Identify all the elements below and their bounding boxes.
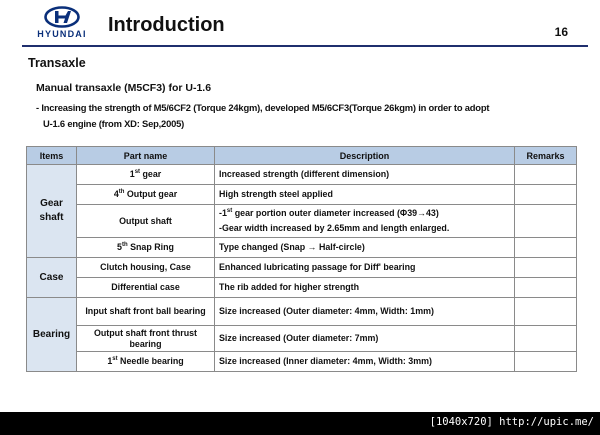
description-note	[36, 100, 581, 132]
table-row	[27, 298, 577, 326]
header-description: Description	[215, 147, 515, 165]
table-row	[27, 278, 577, 298]
table-row	[27, 326, 577, 352]
brand-wordmark: HYUNDAI	[37, 29, 87, 39]
part-name	[77, 352, 215, 372]
table-row	[27, 205, 577, 238]
part-name	[77, 165, 215, 185]
ordinal-suffix: st	[226, 208, 233, 215]
ordinal-suffix: st	[134, 169, 141, 176]
ordinal-suffix: st	[112, 356, 118, 363]
note-line-2: U-1.6 engine (from XD: Sep,2005)	[43, 118, 185, 129]
description: The rib added for higher strength	[215, 278, 515, 298]
desc-prefix: -1	[219, 208, 227, 218]
subtitle: Manual transaxle (M5CF3) for U-1.6	[36, 82, 212, 94]
remarks-cell	[515, 352, 577, 372]
remarks-cell	[515, 238, 577, 258]
part-num: 1	[129, 169, 135, 179]
header-remarks: Remarks	[515, 147, 577, 165]
header-items: Items	[27, 147, 77, 165]
table-row	[27, 352, 577, 372]
page-number: 16	[554, 25, 568, 39]
image-watermark: [1040x720] http://upic.me/	[429, 416, 594, 428]
hyundai-emblem-icon	[44, 6, 80, 28]
part-num: 5	[117, 242, 122, 252]
remarks-cell	[515, 258, 577, 278]
slide-header	[0, 0, 600, 45]
part-name	[77, 185, 215, 205]
table-row	[27, 238, 577, 258]
part-rest: Needle bearing	[117, 356, 184, 366]
description	[215, 205, 515, 238]
part-name: Differential case	[77, 278, 215, 298]
header-divider	[22, 45, 588, 47]
part-rest: Output gear	[124, 189, 178, 199]
section-title: Transaxle	[28, 56, 86, 70]
part-name	[77, 238, 215, 258]
group-label: Case	[39, 271, 64, 283]
description: Increased strength (different dimension)	[215, 165, 515, 185]
table-row	[27, 165, 577, 185]
parts-table	[26, 146, 577, 372]
note-line-1: - Increasing the strength of M5/6CF2 (Torque 24kgm), developed M5/6CF3(Torque 26kgm) in order to adopt	[36, 102, 490, 113]
description: Enhanced lubricating passage for Diff' bearing	[215, 258, 515, 278]
remarks-cell	[515, 185, 577, 205]
description: Size increased (Outer diameter: 7mm)	[215, 326, 515, 352]
remarks-cell	[515, 278, 577, 298]
remarks-cell	[515, 298, 577, 326]
group-case	[27, 258, 77, 298]
remarks-cell	[515, 326, 577, 352]
part-num: 4	[113, 189, 119, 199]
group-gear-shaft	[27, 165, 77, 258]
ordinal-suffix: th	[118, 189, 125, 196]
part-rest: gear	[140, 169, 162, 179]
part-name: Output shaft front thrust bearing	[77, 326, 215, 352]
header-part-name: Part name	[77, 147, 215, 165]
remarks-cell	[515, 165, 577, 185]
table-row	[27, 185, 577, 205]
desc-line-1: gear portion outer diameter increased (Φ39→43)	[232, 208, 439, 218]
description: Size increased (Outer diameter: 4mm, Width: 1mm)	[215, 298, 515, 326]
page-title: Introduction	[108, 14, 225, 36]
group-label: Bearing	[32, 328, 71, 340]
ordinal-suffix: th	[121, 242, 128, 249]
remarks-cell	[515, 205, 577, 238]
description: Type changed (Snap → Half-circle)	[215, 238, 515, 258]
description: High strength steel applied	[215, 185, 515, 205]
part-name: Input shaft front ball bearing	[77, 298, 215, 326]
description: Size increased (Inner diameter: 4mm, Width: 3mm)	[215, 352, 515, 372]
group-label: Gear shaft	[39, 198, 64, 223]
part-num: 1	[107, 356, 113, 366]
desc-line-2: -Gear width increased by 2.65mm and length enlarged.	[219, 223, 450, 233]
part-rest: Snap Ring	[127, 242, 174, 252]
table-header-row	[27, 147, 577, 165]
hyundai-logo	[30, 6, 94, 40]
table-row	[27, 258, 577, 278]
part-name: Clutch housing, Case	[77, 258, 215, 278]
part-name: Output shaft	[77, 205, 215, 238]
group-bearing	[27, 298, 77, 372]
